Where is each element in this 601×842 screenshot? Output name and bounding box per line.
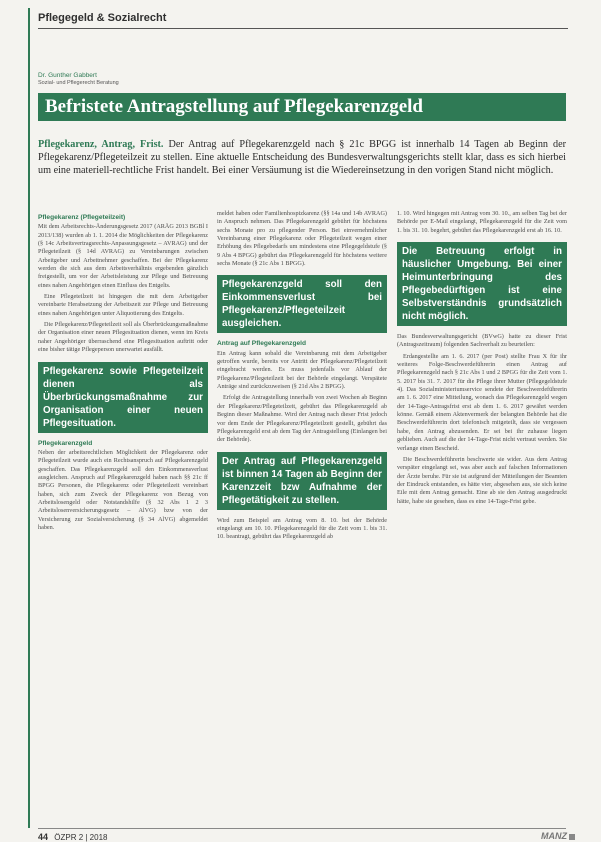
- author-name: Dr. Gunther Gabbert: [38, 72, 97, 79]
- footer-page-info: [38, 832, 107, 842]
- pull-quote: Der Antrag auf Pflegekarenzgeld ist binnen 14 Tagen ab Beginn der Karenzzeit bzw Aufnahme der Pflegetätigkeit zu stellen.: [217, 452, 387, 510]
- author-role: Sozial- und Pflegerecht Beratung: [38, 80, 119, 86]
- publisher-logo: [541, 831, 575, 841]
- publisher-mark-icon: [569, 834, 575, 840]
- paragraph: 1. 10. Wird hingegen mit Antrag vom 30. 10., am selben Tag bei der Behörde per E-Mail eingelangt, Pflegekarenzgeld für die Zeit vom 1. bis 31. 10. begehrt, gebührt das Pflegekarenzgeld erst ab 16. 10.: [397, 210, 567, 234]
- paragraph: meldet haben oder Familienhospizkarenz (§§ 14a und 14b AVRAG) in Anspruch nehmen. Das Pflegekarenzgeld gebührt für höchstens sechs Monate pro zu pflegender Person. Bei einvernehmlicher Vereinbarung einer Pflegekarenz oder Pflegeteilzeit wegen einer Erhöhung des Pflegebedarfs um mindestens eine Pflegegeldstufe (§ 9 Abs 4 BPGG) gebührt das Pflegekarenzgeld für höchstens weitere sechs Monate (§ 21c Abs 1 BPGG).: [217, 210, 387, 268]
- author-block: [38, 72, 119, 86]
- subheading-pflegekarenz: Pflegekarenz (Pflegeteilzeit): [38, 214, 126, 221]
- paragraph: Neben der arbeitsrechtlichen Möglichkeit der Pflegekarenz oder Pflegeteilzeit wurde auch ein Rechtsanspruch auf Pflegekarenzgeld geschaffen. Das Pflegekarenzgeld soll den Einkommensverlust ausgleichen. Anspruch auf Pflegekarenzgeld haben nach §§ 21c ff BPGG Personen, die Pflegekarenz oder Pflegeteilzeit vereinbart haben, sich zum Zweck der Pflegekarenz von Bezug von Arbeitslosengeld oder Notstandshilfe (§ 32 Abs 1 2 3 Arbeitslosenversicherungsgesetz – AlVG) bzw von der Versicherung zur Sozialversicherung (§ 34 AlVG) abgemeldet haben.: [38, 448, 208, 531]
- column-3: [397, 210, 567, 509]
- column-1: [38, 210, 208, 535]
- paragraph: Erdangestellte am 1. 6. 2017 (per Post) stellte Frau X für ihr weiteres Folge-Beschwerdeführerin einen Antrag auf Pflegekarenzgeld nach § 21c Abs 1 und 2 BPGG für die Zeit vom 1. 5. 2017 bis 31. 7. 2017 für die Pflege ihrer Mutter (Pflegegeldstufe 4). Das Sozialministeriumservice sendete der Beschwerdeführerin am 1. 6. 2017 eine Mitteilung, wonach das Pflegekarenzgeld wegen der 14-Tage-Antragsfrist erst ab dem 1. 6. 2017 gewährt werden könne. Gemäß einem Aktenvermerk der belangten Behörde hat die Beschwerdeführerin dort telefonisch mitgeteilt, dass sie vergessen habe, den Antrag abzusenden. Er sei bei ihr zuhause liegen geblieben. Auch auf die der 14-Tage-Frist nicht vertraut werden. Sie verlange einen Bescheid.: [397, 352, 567, 452]
- paragraph: Die Beschwerdeführerin beschwerte sie wider. Aus dem Antrag verspäter eingelangt sei, was aber auch auf falschen Informationen der Ärzte beruhe. Für sie ist aufgrund der Mitteilungen der Beamten der Eindruck entstanden, es hätte vier, abgesehen aus, sie sich keine Eile mit dem Antrag gemacht. Eine ab sie den Antrag ausgedruckt hätte, habe sie gesehen, dass es eine 14-Tage-Frist gebe.: [397, 455, 567, 505]
- footer-divider: [38, 828, 566, 829]
- lead-keywords: Pflegekarenz, Antrag, Frist.: [38, 139, 164, 150]
- subheading-antrag: Antrag auf Pflegekarenzgeld: [217, 340, 307, 348]
- section-header: Pflegegeld & Sozialrecht: [38, 12, 167, 24]
- paragraph: Wird zum Beispiel am Antrag vom 8. 10. bei der Behörde eingelangt am 10. 10. Pflegekarenzgeld für die Zeit vom 1. bis 31. 10. beantragt, gebührt das Pflegekarenzgeld ab: [217, 516, 387, 541]
- paragraph: Mit dem Arbeitsrechts-Änderungsgesetz 2017 (ARÄG 2013 BGBl I 2013/138) wurden ab 1. 1. 2014 die Möglichkeiten der Pflegekarenz (§ 14c Arbeitsvertragsrechts-Anpassungsgesetz – AVRAG) und der Pflegeteilzeit (§ 14d AVRAG) zu Vereinbarungen zwischen Arbeitgeber und Arbeitnehmer geschaffen. Bei der Pflegekarenz werden die sich aus dem Arbeitsverhältnis ergebenden gänzlich freigestellt, um vor der Arbeitsleistung zur Pflege und Betreuung eines nahen Angehörigen einen Einfluss des Entgelts.: [38, 223, 208, 289]
- journal-issue: ÖZPR 2 | 2018: [54, 833, 108, 842]
- paragraph: Ein Antrag kann sobald die Vereinbarung mit dem Arbeitgeber getroffen wurde, bereits vor Antritt der Pflegekarenz/Pflegeteilzeit eingebracht werden. Es muss jedenfalls vor Ablauf der Pflegekarenz/Pflegeteilzeit bei der Behörde eingelangt. Verspätete Anträge sind zurückzuweisen (§ 21d Abs 2 BPGG).: [217, 349, 387, 391]
- header-divider: [38, 28, 568, 29]
- page-number: 44: [38, 832, 49, 842]
- paragraph: Die Pflegekarenz/Pflegeteilzeit soll als Überbrückungsmaßnahme der Organisation einer neuen Pflegesituation dienen, wenn im Kreis naher Angehöriger überraschend eine Pflegesituation auftritt oder eine bisher tätige Pflegeperson unerwartet ausfällt.: [38, 321, 208, 354]
- article-title: Befristete Antragstellung auf Pflegekarenzgeld: [38, 93, 566, 121]
- article-lead: [38, 138, 566, 178]
- pull-quote: Pflegekarenz sowie Pflegeteilzeit dienen als Überbrückungsmaßnahme zur Organisation einer neuen Pflegesituation.: [38, 362, 208, 433]
- left-accent-rule: [28, 8, 30, 828]
- subheading-pflegekarenzgeld: Pflegekarenzgeld: [38, 439, 93, 447]
- column-2: [217, 210, 387, 545]
- pull-quote: Die Betreuung erfolgt in häuslicher Umgebung. Bei einer Heimunterbringung des Pflegebedürftigen ist eine Selbstverständnis grundsätzlich nicht möglich.: [397, 242, 567, 326]
- lead-text: Der Antrag auf Pflegekarenzgeld nach § 21c BPGG ist innerhalb 14 Tagen ab Beginn der Pflegekarenz/Pflegeteilzeit zu stellen. Eine aktuelle Entscheidung des Bundesverwaltungsgerichts stellt klar, dass es sich hierbei um eine materiell-rechtliche Frist handelt. Bei einer Versäumung ist die Wiedereinsetzung in den vorigen Stand nicht möglich.: [38, 139, 566, 177]
- paragraph: Eine Pflegeteilzeit ist hingegen die mit dem Arbeitgeber vereinbarte Herabsetzung der Arbeitszeit zur Pflege und Betreuung eines nahen Angehörigen unter Aliquotierung des Entgelts.: [38, 293, 208, 317]
- publisher-name: MANZ: [541, 831, 567, 841]
- paragraph: Das Bundesverwaltungsgericht (BVwG) hatte zu dieser Frist (Antragszeitraum) folgenden Sachverhalt zu beurteilen:: [397, 333, 567, 349]
- paragraph: Erfolgt die Antragstellung innerhalb von zwei Wochen ab Beginn der Pflegekarenz/Pflegeteilzeit, gebührt das Pflegekarenzgeld ab Beginn dieser Maßnahme. Wird der Antrag nach dieser Frist jedoch vor dem Ende der Pflegekarenz/Pflegeteilzeit gestellt, gebührt das Pflegekarenzgeld erst ab dem Tag der Antragstellung (Einlangen bei der Behörde).: [217, 394, 387, 444]
- pull-quote: Pflegekarenzgeld soll den Einkommensverlust bei Pflegekarenz/Pflegeteilzeit ausgleichen.: [217, 275, 387, 333]
